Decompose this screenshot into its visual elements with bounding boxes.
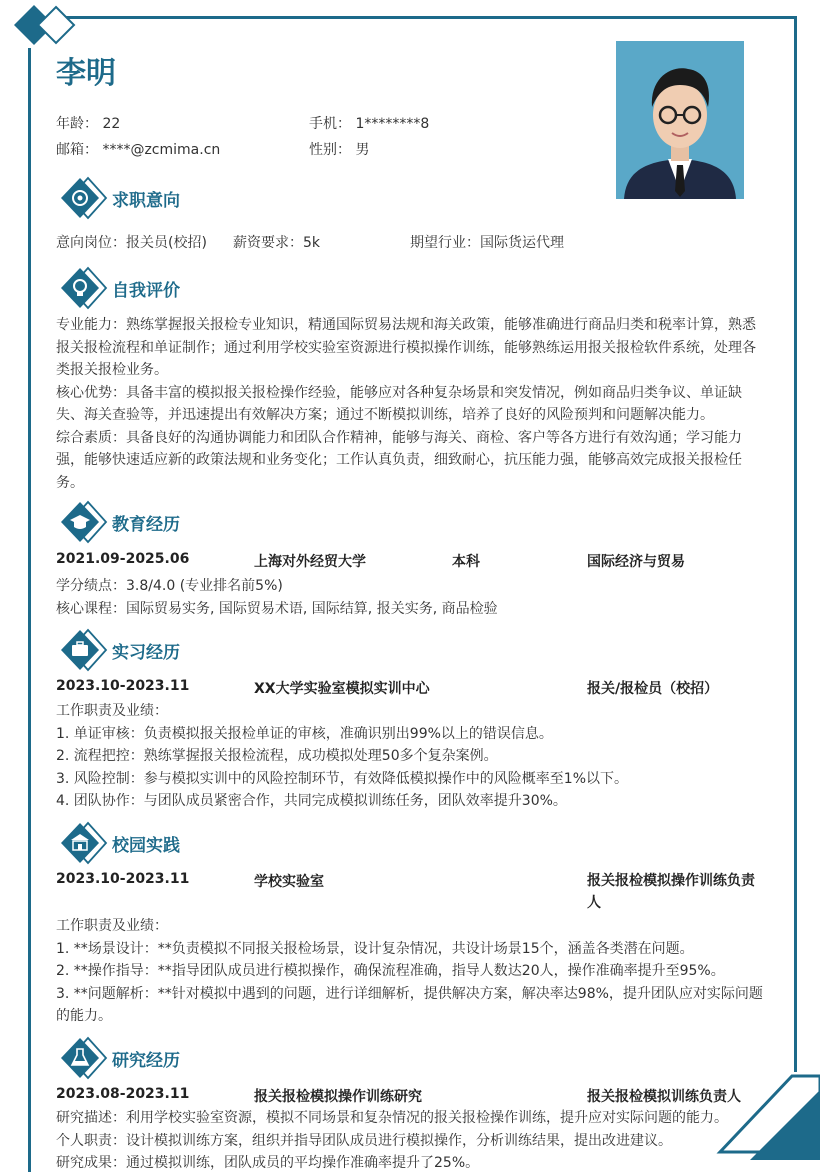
age-row (56, 113, 120, 133)
education-gpa: 学分绩点：3.8/4.0 (专业排名前5%) (56, 578, 283, 594)
section-intent-header (58, 176, 180, 220)
phone-row (309, 113, 429, 133)
campus-period: 2023.10-2023.11 (56, 871, 190, 887)
age-label: 年龄： (56, 116, 98, 132)
internship-org: XX大学实验室模拟实训中心 (254, 681, 430, 697)
section-research-title: 研究经历 (112, 1050, 180, 1071)
list-item: 3. **问题解析：**针对模拟中遇到的问题，进行详细解析，提供解决方案，解决率达98%，提升团队应对实际问题的能力。 (56, 985, 763, 1024)
education-degree: 本科 (452, 554, 480, 570)
education-period: 2021.09-2025.06 (56, 551, 190, 567)
section-research-header (58, 1036, 180, 1080)
list-item: 3. 风险控制：参与模拟实训中的风险控制环节，有效降低模拟操作中的风险概率至1%以下。 (56, 770, 629, 787)
research-result: 研究成果：通过模拟训练，团队成员的平均操作准确率提升了25%。 (56, 1155, 480, 1171)
section-internship-title: 实习经历 (112, 642, 180, 663)
education-major: 国际经济与贸易 (587, 554, 685, 570)
list-item: 1. 单证审核：负责模拟报关报检单证的审核，准确识别出99%以上的错误信息。 (56, 725, 553, 742)
diamond-logo-icon (8, 2, 80, 48)
self-eval-paragraph: 核心优势：具备丰富的模拟报关报检操作经验，能够应对各种复杂场景和突发情况，例如商品归类争议、单证缺失、海关查验等，并迅速提出有效解决方案；通过不断模拟训练，培养了良好的风险预判和问题解决能力。 (56, 384, 742, 423)
email-label: 邮箱： (56, 142, 98, 158)
flask-icon (58, 1036, 108, 1080)
phone-value: 1********8 (355, 116, 430, 132)
research-period: 2023.08-2023.11 (56, 1086, 190, 1102)
internship-role: 报关/报检员（校招） (587, 681, 719, 697)
campus-org: 学校实验室 (254, 874, 324, 890)
frame-right-line (794, 16, 797, 1096)
internship-period: 2023.10-2023.11 (56, 678, 190, 694)
email-value: ****@zcmima.cn (102, 142, 221, 158)
gender-label: 性别： (309, 142, 351, 158)
target-icon (58, 176, 108, 220)
research-details (56, 1107, 768, 1171)
section-education-title: 教育经历 (112, 514, 180, 535)
graduation-cap-icon (58, 500, 108, 544)
campus-duties (56, 915, 768, 1028)
intent-industry: 期望行业：国际货运代理 (410, 235, 564, 251)
research-role: 报关报检模拟训练负责人 (587, 1089, 741, 1105)
profile-photo (616, 41, 744, 199)
lightbulb-icon (58, 266, 108, 310)
intent-salary: 薪资要求：5k (233, 235, 321, 251)
section-self-eval-title: 自我评价 (112, 280, 180, 301)
list-item: 1. **场景设计：**负责模拟不同报关报检场景，设计复杂情况，共设计场景15个，涵盖各类潜在问题。 (56, 940, 694, 957)
section-campus-title: 校园实践 (112, 835, 180, 856)
self-eval-paragraph: 综合素质：具备良好的沟通协调能力和团队合作精神，能够与海关、商检、客户等各方进行有效沟通；学习能力强，能够快速适应新的政策法规和业务变化；工作认真负责，细致耐心，抗压能力强，能够高效完成报关报检任务。 (56, 429, 742, 491)
intent-position: 意向岗位：报关员(校招) (56, 235, 207, 251)
building-icon (58, 821, 108, 865)
age-value: 22 (102, 116, 121, 132)
campus-duties-label: 工作职责及业绩： (56, 918, 168, 934)
phone-label: 手机： (309, 116, 351, 132)
frame-left-line (28, 32, 31, 1172)
internship-duties-label: 工作职责及业绩： (56, 703, 168, 719)
list-item: 2. **操作指导：**指导团队成员进行模拟操作，确保流程准确，指导人数达20人，操作准确率提升至95%。 (56, 963, 725, 979)
person-portrait-icon (616, 41, 744, 199)
section-internship-header (58, 628, 180, 672)
education-school: 上海对外经贸大学 (254, 554, 366, 570)
list-item: 2. 流程把控：熟练掌握报关报检流程，成功模拟处理50多个复杂案例。 (56, 748, 498, 764)
section-self-eval-header (58, 266, 180, 310)
email-row (56, 139, 220, 159)
gender-value: 男 (355, 142, 370, 158)
self-eval-text (56, 314, 768, 494)
candidate-name: 李明 (56, 56, 116, 91)
education-courses: 核心课程：国际贸易实务, 国际贸易术语, 国际结算, 报关实务, 商品检验 (56, 601, 498, 617)
research-project: 报关报检模拟操作训练研究 (254, 1089, 422, 1105)
campus-role: 报关报检模拟操作训练负责人 (587, 873, 755, 911)
internship-duties (56, 700, 768, 813)
research-duty: 个人职责：设计模拟训练方案，组织并指导团队成员进行模拟操作，分析训练结果，提出改进建议。 (56, 1132, 672, 1149)
briefcase-icon (58, 628, 108, 672)
section-campus-header (58, 821, 180, 865)
research-description: 研究描述：利用学校实验室资源，模拟不同场景和复杂情况的报关报检操作训练，提升应对实际问题的能力。 (56, 1110, 728, 1126)
gender-row (309, 139, 369, 159)
list-item: 4. 团队协作：与团队成员紧密合作，共同完成模拟训练任务，团队效率提升30%。 (56, 793, 567, 809)
section-intent-title: 求职意向 (112, 190, 180, 211)
section-education-header (58, 500, 180, 544)
self-eval-paragraph: 专业能力：熟练掌握报关报检专业知识，精通国际贸易法规和海关政策，能够准确进行商品归类和税率计算，熟悉报关报检流程和单证制作；通过利用学校实验室资源进行模拟操作训练，能够熟练运用报关报检软件系统，处理各类报关报检业务。 (56, 317, 756, 378)
frame-top-line (28, 16, 796, 19)
